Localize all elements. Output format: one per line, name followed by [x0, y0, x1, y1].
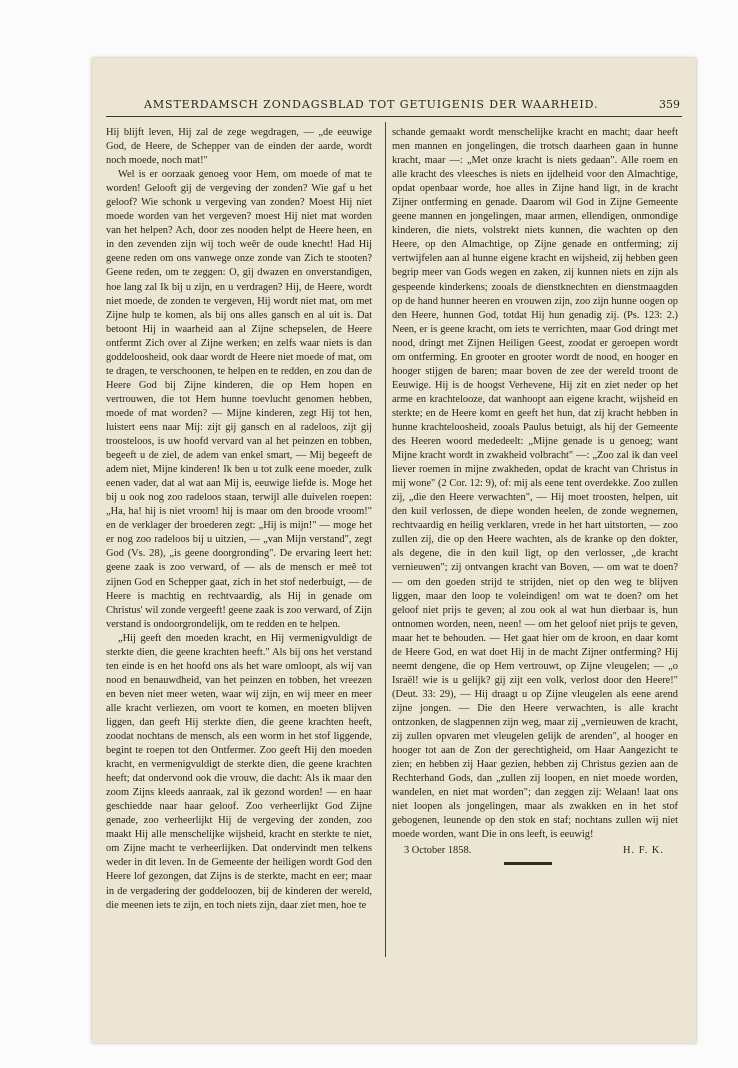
article-date: 3 October 1858. — [404, 845, 472, 857]
paragraph: Hij blijft leven, Hij zal de zege wegdragen, — „de eeuwige God, de Heere, de Schepper van de einden der aarde, wordt noch moede, noch mat!" — [106, 127, 372, 167]
paragraph: „Hij geeft den moeden kracht, en Hij vermenigvuldigt de sterkte dien, die geene krachten heeft." Als bij ons het verstand ten einde is en het hoofd ons als het ware omloopt, als wij van nood en benauwdheid, van het peinzen en tobben, het vreezen en beven niet meer weten, waar wij zijn, en wij meer en meer alle kracht verliezen, om voort te komen, en moeten blijven liggen, dan geeft Hij sterkte dien, die geene krachten heeft, zoodat nochtans de mensch, als een worm in het stof liggende, begint te roepen tot den Ontfermer. Zoo geeft Hij den moeden kracht, en vermenigvuldigt de sterkte dien, die geene krachten heeft; dat ondervond ook die vrouw, die dacht: Als ik maar den zoom Zijns kleeds aanraak, zal ik gezond worden! — en haar geschiedde naar haar geloof. Zoo verheerlijkt God Zijne genade, zoo verheerlijkt Hij de vergeving der zonden, zoo maakt Hij alle menschelijke wijsheid, kracht en sterkte te niet, om Zijne macht te verheerlijken. Dat ondervindt men telkens weder in dit leven. In de Gemeente der heiligen wordt God den Heere lof gezongen, dat Zijns is de sterkte, macht en eer; maar in de vergadering der goddeloozen, bij de kinderen der wereld, die meenen iets te zijn, en toch niets zijn, daar ziet men, hoe te — [106, 632, 372, 911]
header-rule — [106, 116, 682, 117]
page-header — [92, 96, 696, 114]
paragraph: schande gemaakt wordt menschelijke kracht en macht; daar heeft men mannen en jongelingen, die trotsch daarheen gaan in hunne kracht, maar —: „Met onze kracht is niets gedaan". Alle roem en alle kracht des vleesches is niets en ijdelheid voor den Almachtige, opdat openbaar worde, hoe alles in Zijne hand ligt, in de kracht Zijner ontferming en genade. Daarom wil God in Zijne Gemeente geene mannen en jongelingen, maar armen, ellendigen, onmondige kinderen, die niets, volstrekt niets kunnen, die wachten op den Heere, op den Almachtige, op Zijne genade en ontferming; zij vertwijfelen aan al hunne eigene kracht en wijsheid, zij hebben geen begrip meer van Gods wegen en zaken, zij kunnen niets en zijn als gespeende kinderkens; zooals de dienstknechten en dienstmaagden op de hand hunner heeren en vrouwen zijn, zoo zijn hunne oogen op den Heere, hunnen God, totdat Hij hun genadig zij. (Ps. 123: 2.) Neen, er is geene kracht, om iets te verrichten, maar God dringt met nood, dringt met Zijnen Heiligen Geest, zoodat er geroepen wordt om ontferming. En grooter en grooter wordt de nood, en hooger en hooger stijgen de baren; maar boven de zee der wereld troont de Eeuwige. Hij is de hoogst Verhevene, Hij zit en ziet neder op het arme en krachtelooze, dat wanhoopt aan eigene kracht, wijsheid en sterkte; en de Heere komt en geeft het hun, dat zij kracht hebben in hunne krachteloosheid, zooals Paulus betuigt, als hij der Gemeente des Heeren woord mededeelt: „Mijne genade is u genoeg; want Mijne kracht wordt in zwakheid volbracht" —: „Zoo zal ik dan veel liever roemen in mijne zwakheden, opdat de kracht van Christus in mij wone" (2 Cor. 12: 9), of: mij als eene tent overdekke. Zoo zullen zij, „die den Heere verwachten", — Hij moet troosten, helpen, uit den kuil verlossen, de diepe wonden heelen, de zonde wegnemen, rechtvaardig en heilig verklaren, vrede in het hart uitstorten, — zoo zullen zij, die op den Heere wachten, als de kranke op den dokter, als degene, die in den kuil ligt, op den verlosser, „de kracht vernieuwen"; zij ontvangen kracht van Boven, — om wat te doen? — om den goeden strijd te strijden, niet op den weg te blijven liggen, maar den loop te voleindigen! om wat te doen? om het geloof niet prijs te geven; al zou ook al wat hun dierbaar is, hun ontnomen worden, neen, neen! — om het geloof niet prijs te geven, maar het te behouden. — Het gaat hier om de kroon, en daar komt de Heere God, en wat doet Hij in de macht Zijner ontferming? Hij neemt dengene, die op Hem vertrouwt, op Zijne vleugelen; — „o Israël! wie is u gelijk? gij zijt een volk, verlost door den Heere!" (Deut. 33: 29), — Hij draagt u op Zijne vleugelen als eene arend zijne jongen. — Die den Heere verwachten, is alle kracht ontzonken, de slagpennen zijn weg, maar zij „vernieuwen de kracht, zij zullen opvaren met vleugelen gelijk de arenden", al hooger en hooger tot aan de Zon der gerechtigheid, om Haar Aangezicht te zien; en hebben zij Haar gezien, hebben zij Christus gezien aan de Rechterhand Gods, dan „zullen zij loopen, en niet moede worden, wandelen, en niet mat worden"; dan zeggen zij: Welaan! laat ons niet loopen als jongelingen, maar als zwakken en in het stof gebogenen, leunende op den stok en staf; nochtans zullen wij niet moede worden, want Die in ons leeft, is eeuwig! — [392, 127, 678, 841]
paragraph: Wel is er oorzaak genoeg voor Hem, om moede of mat te worden! Gelooft gij de vergeving der zonden? Wie gaf u het geloof? Wie schonk u vergeving van zonden? Moest Hij niet moede worden van het vergeven? moest Hij niet mat worden van het helpen? Ach, door zes nooden helpt de Heere heen, en in den zevenden zijn wij toch weêr de oude knecht! Had Hij geene reden om ons vanwege onze zonde van Zich te stooten? Geene reden, om te zeggen: O, gij dwazen en onverstandigen, hoe lang zal Ik bij u zijn, en u verdragen? Hij, de Heere, wordt niet moede, de zonden te vergeven, Hij wordt niet mat, om met Zijne hulp te komen, als bij ons alles gansch en al uit is. Dat betoont Hij in waarheid aan al Zijne schepselen, de Heere ontfermt Zich over al Zijne werken; en zelfs waar niets is dan goddeloosheid, ook daar wordt de Heere niet moede of mat, om te dragen, te verschoonen, te helpen en te redden, en zou dan de Heere God bij Zijne kinderen, die op Hem hopen en vertrouwen, die tot Hem hunne toevlucht genomen hebben, moede of mat worden? — Mijne kinderen, zegt Hij tot hen, luistert eens naar Mij: zijt gij gansch en al radeloos, zijt gij troosteloos, is uw hoofd vervard van al het peinzen en tobben, begeeft u de ziel, de adem van enkel smart, — Mij begeeft de adem niet, Mijne kinderen! Ik ben u tot zulk eene moeder, zulk eenen vader, dat al wat aan Mij is, eeuwige liefde is. Moge het bij u ook nog zoo radeloos staan, terwijl alle duivelen roepen: „Ha, ha! hij is niet vroom! hij is maar om den broode vroom!" en de verklager der broederen zegt: „Hij is mijn!" — moge het er nog zoo radeloos bij u uitzien, — „van Mijn verstand", zegt God (Vs. 28), „is geene doorgronding". De ervaring leert het: geene zaak is zoo verward, of — als de mensch er meê tot zijnen God en Schepper gaat, zich in het stof nederbuigt, — de Heere is machtig en rechtvaardig, als Hij in genade om Christus' wil zonde vergeeft! geene zaak is zoo verward, of Zijn verstand is ondoorgrondelijk, om te redden en te helpen. — [106, 169, 372, 630]
left-column — [106, 126, 372, 913]
newspaper-page — [92, 58, 696, 1043]
page-number: 359 — [659, 98, 680, 111]
column-divider — [385, 122, 386, 957]
author-initials: H. F. K. — [623, 845, 664, 857]
end-rule — [504, 862, 552, 865]
signoff — [392, 844, 678, 858]
masthead-title: AMSTERDAMSCH ZONDAGSBLAD TOT GETUIGENIS DER WAARHEID. — [144, 98, 599, 111]
right-column — [392, 126, 678, 858]
